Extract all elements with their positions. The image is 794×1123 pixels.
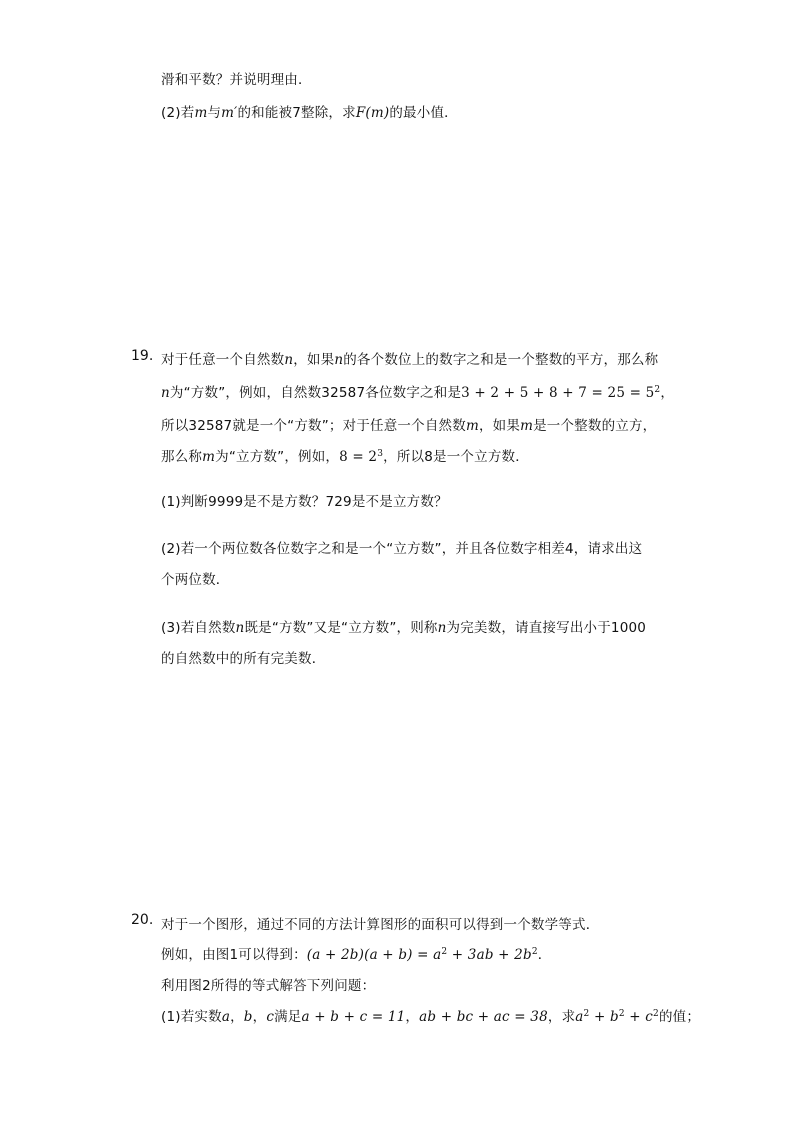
q19-part3-line1: (3)若自然数n既是“方数”又是“立方数”，则称n为完美数，请直接写出小于1000 xyxy=(161,620,647,636)
q20-line1: 对于一个图形，通过不同的方法计算图形的面积可以得到一个数学等式． xyxy=(161,917,600,933)
q19-part1: (1)判断9999是不是方数？729是不是立方数？ xyxy=(161,494,448,510)
q19-line1: 对于任意一个自然数n，如果n的各个数位上的数字之和是一个整数的平方，那么称 xyxy=(161,352,659,368)
q19-part3-line2: 的自然数中的所有完美数． xyxy=(161,651,326,667)
q19-part2-line1: (2)若一个两位数各位数字之和是一个“立方数”，并且各位数字相差4，请求出这 xyxy=(161,541,643,557)
q20-line2: 例如，由图1可以得到：$(a + 2b)(a + b) = a^2 + 3ab + 2b^2$． xyxy=(161,947,552,963)
q19-line2: n为“方数”，例如，自然数32587各位数字之和是$3 + 2 + 5 + 8 + 7 = 25 = 5^2$， xyxy=(161,385,675,401)
q19-number: 19. xyxy=(131,348,154,364)
q18-line1: 滑和平数？并说明理由． xyxy=(161,72,312,88)
q20-part1: (1)若实数a，b，c满足a + b + c = 11，ab + bc + ac = 38，求$a^2 + b^2 + c^2$的值； xyxy=(161,1009,701,1025)
q19-line4: 那么称m为“立方数”，例如，$8 = 2^3$，所以8是一个立方数． xyxy=(161,449,529,465)
q18-part2: (2)若m与m′的和能被7整除，求F(m)的最小值． xyxy=(161,105,458,121)
q19-part2-line2: 个两位数． xyxy=(161,572,230,588)
q20-line3: 利用图2所得的等式解答下列问题： xyxy=(161,978,376,994)
q19-line3: 所以32587就是一个“方数”；对于任意一个自然数m，如果m是一个整数的立方， xyxy=(161,418,657,434)
q20-number: 20. xyxy=(131,912,154,928)
